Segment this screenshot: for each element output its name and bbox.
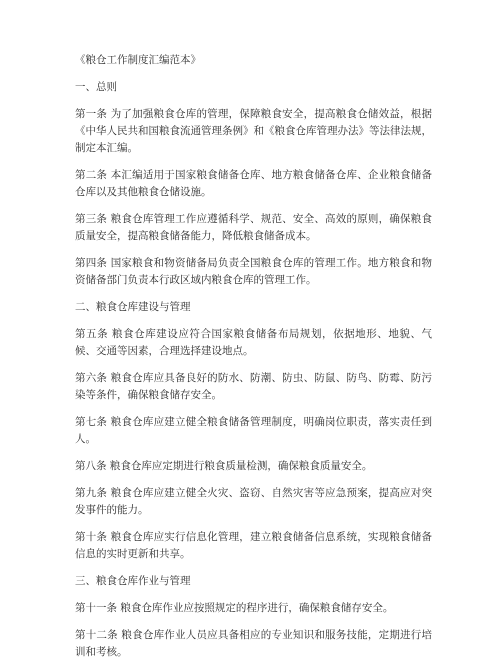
article-paragraph: 第七条 粮食仓库应建立健全粮食储备管理制度，明确岗位职责，落实责任到人。 bbox=[75, 416, 432, 445]
article-paragraph: 第十条 粮食仓库应实行信息化管理，建立粮食储备信息系统，实现粮食储备信息的实时更新和共享。 bbox=[75, 531, 432, 560]
article-paragraph: 第一条 为了加强粮食仓库的管理，保障粮食安全，提高粮食仓储效益，根据《中华人民共和国粮食流通管理条例》和《粮食仓库管理办法》等法律法规，制定本汇编。 bbox=[75, 108, 432, 154]
document-title: 《粮仓工作制度汇编范本》 bbox=[75, 54, 201, 66]
section-heading: 三、粮食仓库作业与管理 bbox=[75, 575, 191, 587]
article-paragraph: 第十一条 粮食仓库作业应按照规定的程序进行，确保粮食储存安全。 bbox=[75, 602, 394, 614]
article-paragraph: 第三条 粮食仓库管理工作应遵循科学、规范、安全、高效的原则，确保粮食质量安全，提高粮食储备能力，降低粮食储备成本。 bbox=[75, 213, 432, 242]
section-heading: 一、总则 bbox=[75, 81, 117, 93]
article-paragraph: 第六条 粮食仓库应具备良好的防水、防潮、防虫、防鼠、防鸟、防霉、防污染等条件，确保粮食储存安全。 bbox=[75, 372, 432, 401]
article-paragraph: 第十二条 粮食仓库作业人员应具备相应的专业知识和服务技能，定期进行培训和考核。 bbox=[75, 629, 432, 658]
document-page bbox=[75, 52, 432, 671]
section-heading: 二、粮食仓库建设与管理 bbox=[75, 301, 191, 313]
article-paragraph: 第四条 国家粮食和物资储备局负责全国粮食仓库的管理工作。地方粮食和物资储备部门负责本行政区域内粮食仓库的管理工作。 bbox=[75, 257, 432, 286]
article-paragraph: 第五条 粮食仓库建设应符合国家粮食储备布局规划，依据地形、地貌、气候、交通等因素，合理选择建设地点。 bbox=[75, 328, 432, 357]
article-paragraph: 第二条 本汇编适用于国家粮食储备仓库、地方粮食储备仓库、企业粮食储备仓库以及其他粮食仓储设施。 bbox=[75, 169, 432, 198]
article-paragraph: 第九条 粮食仓库应建立健全火灾、盗窃、自然灾害等应急预案，提高应对突发事件的能力。 bbox=[75, 487, 432, 516]
document-body bbox=[75, 79, 432, 661]
article-paragraph: 第八条 粮食仓库应定期进行粮食质量检测，确保粮食质量安全。 bbox=[75, 460, 373, 472]
